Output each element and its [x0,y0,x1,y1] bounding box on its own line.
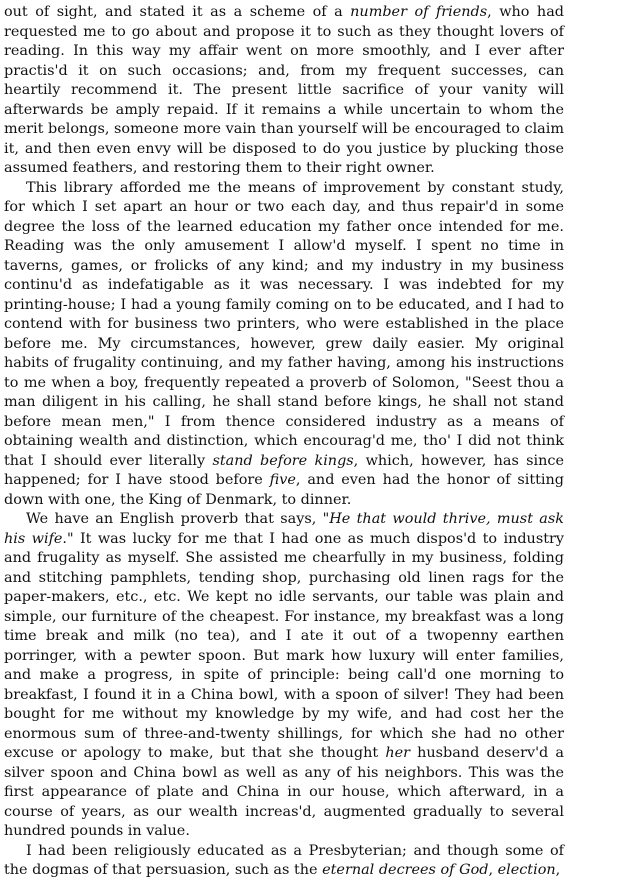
italic-run: He that would thrive, must ask his wife [4,511,564,547]
italic-run: stand before kings [212,452,354,469]
paragraph-3 [4,510,564,842]
document-page [4,3,564,881]
italic-run: election [497,862,556,878]
text-run: , and even had the honor of sitting down with one, the King of Denmark, to dinner. [4,472,564,508]
text-run: , which, however, has since happened; for I have stood before [4,452,564,488]
italic-run: number of friends [350,4,488,20]
text-run: out of sight, and stated it as a scheme of a [4,4,351,20]
text-run: We have an English proverb that says, " [26,511,330,527]
text-run: ." It was lucky for me that I had one as much dispos'd to industry and frugality as myself. She assisted me chearfully in my business, folding and stitching pamphlets, tending shop, purchasing old linen rags for the paper-makers, etc., etc. We kept no idle servants, our table was plain and simple, our furniture of the cheapest. For instance, my breakfast was a long time break and milk (no tea), and I ate it out of a twopenny earthen porringer, with a pewter spoon. But mark how luxury will enter families, and make a progress, in spite of principle: being call'd one morning to breakfast, I found it in a China bowl, with a spoon of silver! They had been bought for me without my knowledge by my wife, and had cost her the enormous sum of three-and-twenty shillings, for which she had no other excuse or apology to make, but that she thought [4,530,564,761]
italic-run: eternal decrees of God [322,862,489,878]
text-run: , [555,862,561,878]
paragraph-2 [4,179,564,511]
text-run: , [488,862,498,878]
paragraph-4 [4,842,564,881]
text-run: I had been religiously educated as a Presbyterian; and though some of the dogmas of that persuasion, such as the [4,842,564,878]
text-run: , who had requested me to go about and propose it to such as they thought lovers of reading. In this way my affair went on more smoothly, and I ever after practis'd it on such occasions; and, from my frequent successes, can heartily recommend it. The present little sacrifice of your vanity will afterwards be amply repaid. If it remains a while uncertain to whom the merit belongs, someone more vain than yourself will be encouraged to claim it, and then even envy will be disposed to do you justice by plucking those assumed feathers, and restoring them to their right owner. [4,4,564,176]
italic-run: five [269,472,296,488]
italic-run: her [385,745,410,761]
text-run: husband deserv'd a silver spoon and China bowl as well as any of his neighbors. This was the first appearance of plate and China in our house, which afterward, in a course of years, as our wealth increas'd, augmented gradually to several hundred pounds in value. [4,745,564,839]
text-run: This library afforded me the means of improvement by constant study, for which I set apart an hour or two each day, and thus repair'd in some degree the loss of the learned education my father once intended for me. Reading was the only amusement I allow'd myself. I spent no time in taverns, games, or frolicks of any kind; and my industry in my business continu'd as indefatigable as it was necessary. I was indebted for my printing-house; I had a young family coming on to be educated, and I had to contend with for business two printers, who were established in the place before me. My circumstances, however, grew daily easier. My original habits of frugality continuing, and my father having, among his instructions to me when a boy, frequently repeated a proverb of Solomon, "Seest thou a man diligent in his calling, he shall stand before kings, he shall not stand before mean men," I from thence considered industry as a means of obtaining wealth and distinction, which encourag'd me, tho' I did not think that I should ever literally [4,179,564,469]
paragraph-1 [4,3,564,179]
